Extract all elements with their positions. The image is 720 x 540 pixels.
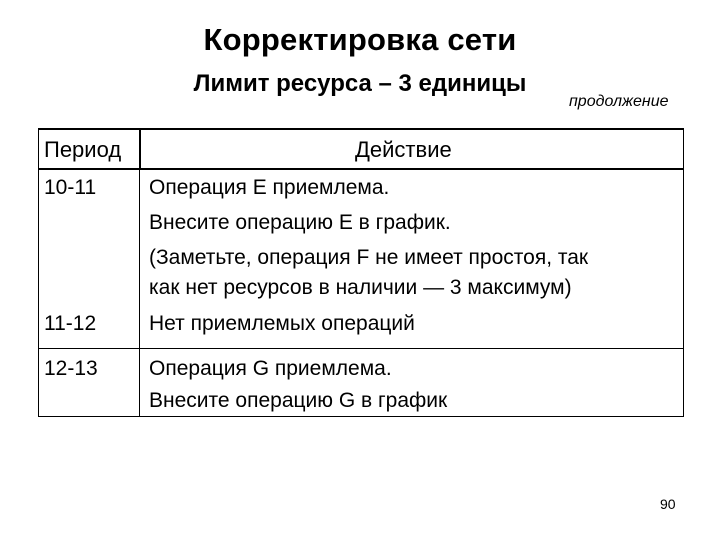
continuation-label: продолжение bbox=[569, 93, 669, 110]
page-number: 90 bbox=[660, 496, 676, 512]
row-3-action-line-1: Операция G приемлема. bbox=[149, 357, 392, 380]
column-divider bbox=[139, 130, 140, 416]
row-divider bbox=[39, 348, 683, 349]
row-2-action-line-1: Нет приемлемых операций bbox=[149, 312, 415, 335]
row-1-action-line-3: (Заметьте, операция F не имеет простоя, так bbox=[149, 246, 589, 269]
row-1-action-line-1: Операция E приемлема. bbox=[149, 176, 390, 199]
row-3-period: 12-13 bbox=[44, 357, 98, 380]
schedule-table bbox=[38, 128, 684, 417]
header-action: Действие bbox=[355, 137, 452, 162]
header-period: Период bbox=[44, 137, 122, 162]
slide-subtitle: Лимит ресурса – 3 единицы bbox=[193, 70, 527, 97]
row-3-action-line-2: Внесите операцию G в график bbox=[149, 389, 448, 412]
row-1-period: 10-11 bbox=[44, 176, 97, 199]
row-2-period: 11-12 bbox=[44, 312, 97, 335]
slide-title: Корректировка сети bbox=[203, 22, 517, 57]
row-1-action-line-2: Внесите операцию E в график. bbox=[149, 211, 451, 234]
table-header-row bbox=[39, 130, 683, 170]
row-1-action-line-4: как нет ресурсов в наличии — 3 максимум) bbox=[149, 276, 572, 299]
